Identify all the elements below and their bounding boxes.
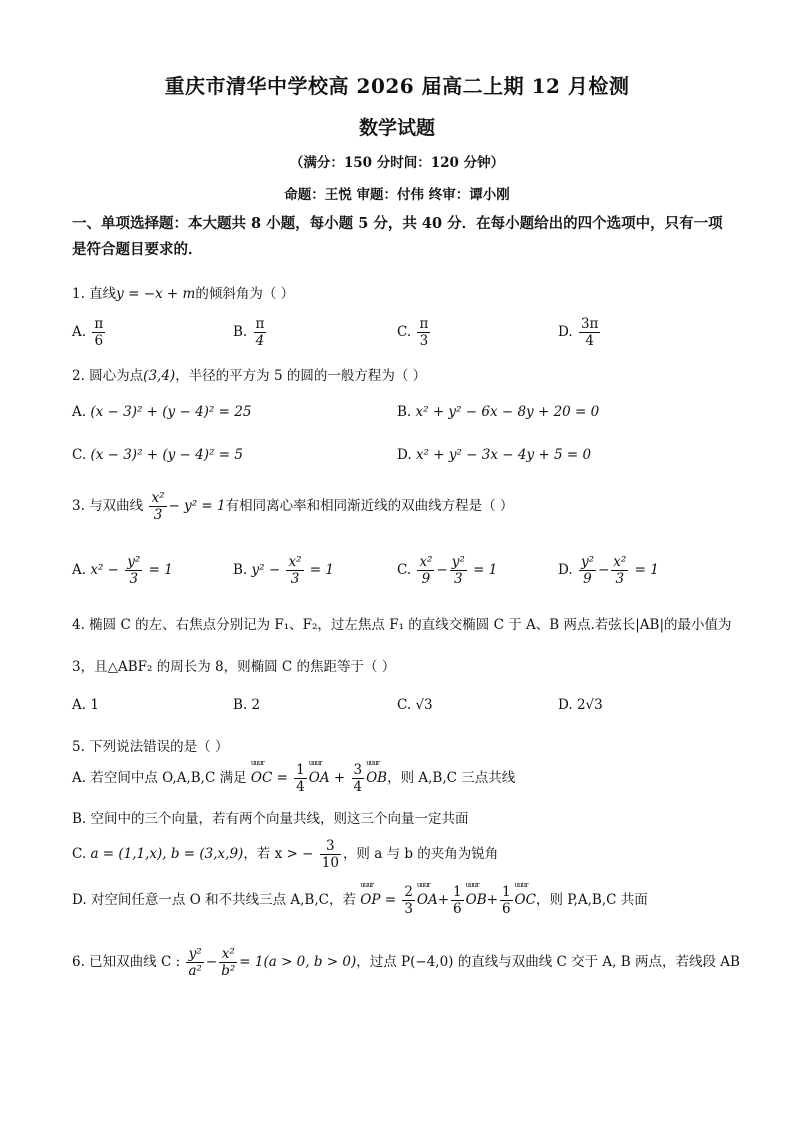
question-2-option-b: B. x² + y² − 6x − 8y + 20 = 0 [397, 404, 600, 420]
question-4-stem-line1: 4. 椭圆 C 的左、右焦点分别记为 F₁、F₂，过左焦点 F₁ 的直线交椭圆 C 于 A、B 两点.若弦长|AB|的最小值为 [72, 617, 732, 633]
question-3-option-d: D. $\frac{\text{y²}}{9}$ − $\frac{\text{x²}}{3}$ = 1 [558, 554, 659, 587]
question-4-option-a: A. 1 [72, 697, 99, 713]
question-5-option-d: D. 对空间任意一点 O 和不共线三点 A,B,C，若 uuur OP = $\frac{2}{3}$ uuur OA+ $\frac{1}{6}$ uuur OB+ $\frac{1}{6}$ uuur OC，则 P,A,B,C 共面 [72, 884, 648, 917]
authors: 命题：王悦 审题：付伟 终审：谭小刚 [284, 187, 510, 203]
question-3-stem: 3. 与双曲线 $\frac{\text{x²}}{3}$ − y² = 1有相同离心率和相同渐近线的双曲线方程是（ ） [72, 490, 514, 523]
question-4-option-b: B. 2 [233, 697, 261, 713]
question-2-stem: 2. 圆心为点(3,4)，半径的平方为 5 的圆的一般方程为（ ） [72, 368, 427, 384]
question-1-option-c: C. $\frac{\pi}{3}$ [397, 316, 429, 349]
score-time: （满分：150 分时间：120 分钟） [289, 155, 505, 171]
question-3-option-c: C. $\frac{\text{x²}}{9}$ − $\frac{\text{y²}}{3}$ = 1 [397, 554, 498, 587]
exam-subject: 数学试题 [358, 117, 435, 139]
section-heading: 一、单项选择题：本大题共 8 小题，每小题 5 分，共 40 分．在每小题给出的四个选项中，只有一项是符合题目要求的． [72, 215, 723, 258]
question-5-stem: 5. 下列说法错误的是（ ） [72, 739, 229, 755]
question-3-option-b: B. y² − $\frac{\text{x²}}{3}$ = 1 [233, 554, 334, 587]
question-4-stem-line2: 3，且△ABF₂ 的周长为 8，则椭圆 C 的焦距等于（ ） [72, 659, 396, 675]
question-5-option-b: B. 空间中的三个向量，若有两个向量共线，则这三个向量一定共面 [72, 811, 469, 827]
question-1-stem: 1. 直线y = −x + m的倾斜角为（ ） [72, 286, 295, 302]
question-3-option-a: A. x² − $\frac{\text{y²}}{3}$ = 1 [72, 554, 173, 587]
question-2-option-c: C. (x − 3)² + (y − 4)² = 5 [72, 447, 243, 463]
question-1-option-a: A. $\frac{\pi}{6}$ [72, 316, 104, 349]
question-4-option-c: C. √3 [397, 697, 433, 713]
question-1-option-b: B. $\frac{\pi}{4}$ [233, 316, 265, 349]
question-1-option-d: D. $\frac{3\pi}{4}$ [558, 316, 599, 349]
question-2-option-a: A. (x − 3)² + (y − 4)² = 25 [72, 404, 252, 420]
question-4-option-d: D. 2√3 [558, 697, 603, 713]
question-5-option-a: A. 若空间中点 O,A,B,C 满足 uuur OC = $\frac{1}{4}$ uuur OA + $\frac{3}{4}$ uuur OB，则 A,B,C 三点共线 [72, 762, 515, 795]
exam-title: 重庆市清华中学校高 2026 届高二上期 12 月检测 [164, 74, 630, 98]
question-6-stem: 6. 已知双曲线 C : $\frac{\text{y²}}{\text{a²}}$ − $\frac{\text{x²}}{\text{b²}}$ = 1(a > 0, b > 0)，过点 P(−4,0) 的直线与双曲线 C 交于 A, B 两点，若线段 AB [72, 946, 740, 979]
question-2-option-d: D. x² + y² − 3x − 4y + 5 = 0 [397, 447, 592, 463]
question-5-option-c: C. a = (1,1,x), b = (3,x,9)，若 x > − $\frac{3}{10}$ ，则 a 与 b 的夹角为锐角 [72, 838, 499, 871]
